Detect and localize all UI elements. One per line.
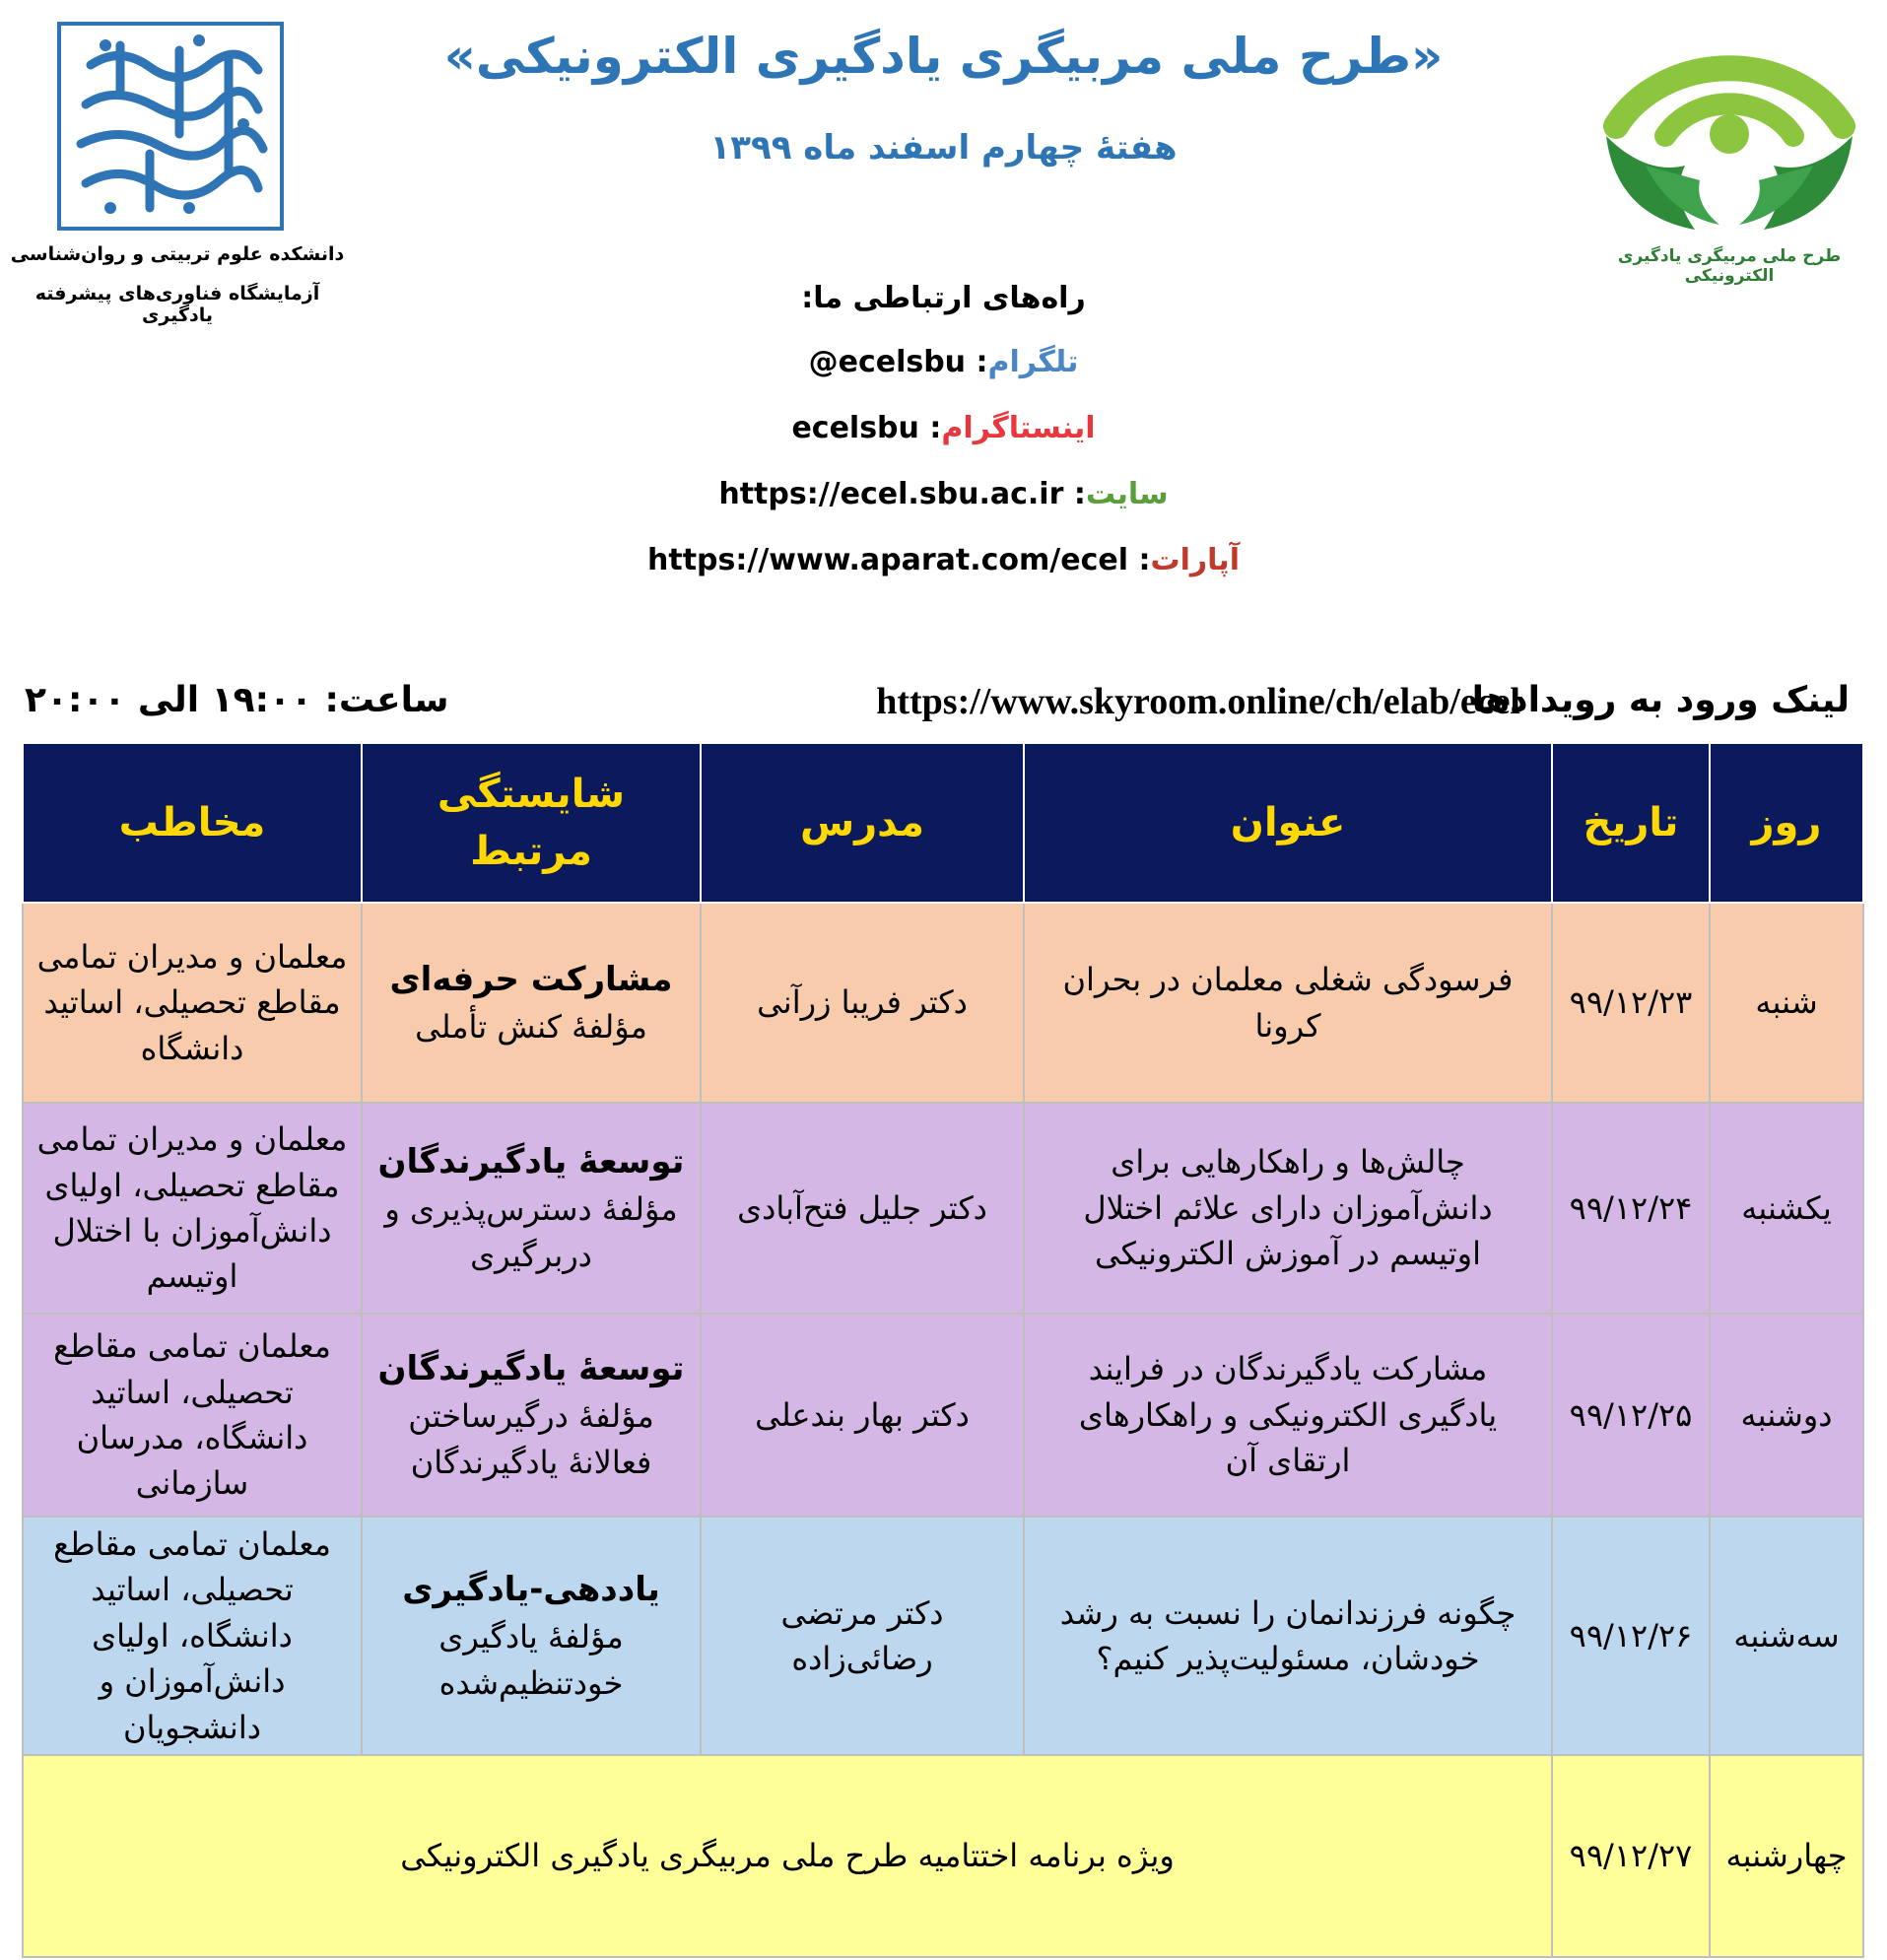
table-header-row (23, 743, 1863, 903)
colon: : (966, 345, 988, 379)
cell-topic: چگونه فرزندانمان را نسبت به رشد خودشان، مسئولیت‌پذیر کنیم؟ (1024, 1517, 1552, 1755)
cell-day: شنبه (1710, 903, 1863, 1103)
contact-site (0, 477, 1887, 511)
page-title: «طرح ملی مربیگری یادگیری الکترونیکی» (443, 28, 1444, 85)
schedule-table (22, 742, 1864, 1958)
header-topic: عنوان (1024, 743, 1552, 903)
header-date: تاریخ (1552, 743, 1710, 903)
cell-date (1552, 1103, 1710, 1314)
cell-date (1552, 1755, 1710, 1957)
instagram-label: اینستاگرام (941, 411, 1096, 445)
cell-competency (362, 1517, 701, 1755)
competency-title: مشارکت حرفه‌ای (389, 959, 673, 999)
university-logo-emblem-icon (61, 26, 280, 227)
contacts-heading: راه‌های ارتباطی ما: (801, 281, 1086, 315)
cell-date (1552, 1517, 1710, 1755)
telegram-label: تلگرام (987, 345, 1079, 379)
cell-competency (362, 903, 701, 1103)
date-value: ۹۹/۱۲/۲۴ (1569, 1188, 1693, 1227)
table-row (23, 903, 1863, 1103)
cell-day: چهارشنبه (1710, 1755, 1863, 1957)
site-label: سایت (1085, 477, 1169, 511)
cell-instructor: دکتر مرتضی رضائی‌زاده (701, 1517, 1024, 1755)
competency-title: یاددهی-یادگیری (402, 1569, 660, 1609)
date-value: ۹۹/۱۲/۲۷ (1569, 1837, 1693, 1875)
cell-audience: معلمان و مدیران تمامی مقاطع تحصیلی، اساتید دانشگاه (23, 903, 362, 1103)
header-competency: شایستگی مرتبط (362, 743, 701, 903)
table-row (23, 1314, 1863, 1517)
competency-title: توسعهٔ یادگیرندگان (377, 1348, 685, 1388)
contact-aparat (0, 543, 1887, 577)
colon: : (918, 411, 942, 445)
instagram-handle[interactable]: ecelsbu (791, 411, 919, 445)
cell-audience: معلمان تمامی مقاطع تحصیلی، اساتید دانشگاه، مدرسان سازمانی (23, 1314, 362, 1517)
aparat-url[interactable]: https://www.aparat.com/ecel (647, 543, 1129, 577)
cell-topic: چالش‌ها و راهکارهایی برای دانش‌آموزان دارای علائم اختلال اوتیسم در آموزش الکترونیکی (1024, 1103, 1552, 1314)
ecel-caption: طرح ملی مربیگری یادگیری الکترونیکی (1617, 246, 1842, 286)
page-subtitle: هفتهٔ چهارم اسفند ماه ۱۳۹۹ (709, 128, 1178, 168)
cell-day: سه‌شنبه (1710, 1517, 1863, 1755)
header-instructor: مدرس (701, 743, 1024, 903)
table-row (23, 1517, 1863, 1755)
aparat-label: آپارات (1150, 543, 1240, 577)
lab-name: آزمایشگاه فناوری‌های پیشرفته یادگیری (34, 283, 320, 326)
closing-text: ویژه برنامه اختتامیه طرح ملی مربیگری یادگیری الکترونیکی (23, 1755, 1552, 1957)
competency-sub: مؤلفهٔ یادگیری خودتنظیم‌شده (438, 1618, 624, 1702)
competency-sub: مؤلفهٔ کنش تأملی (415, 1007, 647, 1046)
cell-instructor: دکتر فریبا زرآنی (701, 903, 1024, 1103)
cell-topic: فرسودگی شغلی معلمان در بحران کرونا (1024, 903, 1552, 1103)
header-day: روز (1710, 743, 1863, 903)
event-link-label: لینک ورود به رویدادها (1471, 680, 1850, 720)
cell-date (1552, 1314, 1710, 1517)
header-audience: مخاطب (23, 743, 362, 903)
colon: : (1063, 477, 1086, 511)
university-logo (57, 22, 284, 231)
faculty-name: دانشکده علوم تربیتی و روان‌شناسی (10, 243, 345, 265)
contact-instagram (0, 411, 1887, 445)
contact-telegram (0, 345, 1887, 379)
cell-competency (362, 1103, 701, 1314)
cell-day: دوشنبه (1710, 1314, 1863, 1517)
date-value: ۹۹/۱۲/۲۶ (1569, 1616, 1693, 1655)
cell-competency (362, 1314, 701, 1517)
telegram-handle[interactable]: @ecelsbu (808, 345, 967, 379)
cell-audience: معلمان تمامی مقاطع تحصیلی، اساتید دانشگاه، اولیای دانش‌آموزان و دانشجویان (23, 1517, 362, 1755)
wifi-hands-icon (1577, 18, 1882, 244)
date-value: ۹۹/۱۲/۲۵ (1569, 1395, 1693, 1434)
competency-sub: مؤلفهٔ دسترس‌پذیری و دربرگیری (384, 1190, 678, 1274)
date-value: ۹۹/۱۲/۲۳ (1569, 983, 1693, 1022)
cell-instructor: دکتر جلیل فتح‌آبادی (701, 1103, 1024, 1314)
event-link-url[interactable]: https://www.skyroom.online/ch/elab/ecel (876, 681, 1520, 722)
event-time: ساعت: ۱۹:۰۰ الی ۲۰:۰۰ (25, 680, 449, 720)
site-url[interactable]: https://ecel.sbu.ac.ir (718, 477, 1064, 511)
competency-title: توسعهٔ یادگیرندگان (377, 1141, 685, 1182)
closing-row (23, 1755, 1863, 1957)
competency-sub: مؤلفهٔ درگیرساختن فعالانهٔ یادگیرندگان (408, 1397, 654, 1481)
cell-day: یکشنبه (1710, 1103, 1863, 1314)
colon: : (1128, 543, 1151, 577)
cell-topic: مشارکت یادگیرندگان در فرایند یادگیری الکترونیکی و راهکارهای ارتقای آن (1024, 1314, 1552, 1517)
cell-instructor: دکتر بهار بندعلی (701, 1314, 1024, 1517)
ecel-logo (1577, 18, 1882, 264)
cell-audience: معلمان و مدیران تمامی مقاطع تحصیلی، اولیای دانش‌آموزان با اختلال اوتیسم (23, 1103, 362, 1314)
table-row (23, 1103, 1863, 1314)
cell-date (1552, 903, 1710, 1103)
